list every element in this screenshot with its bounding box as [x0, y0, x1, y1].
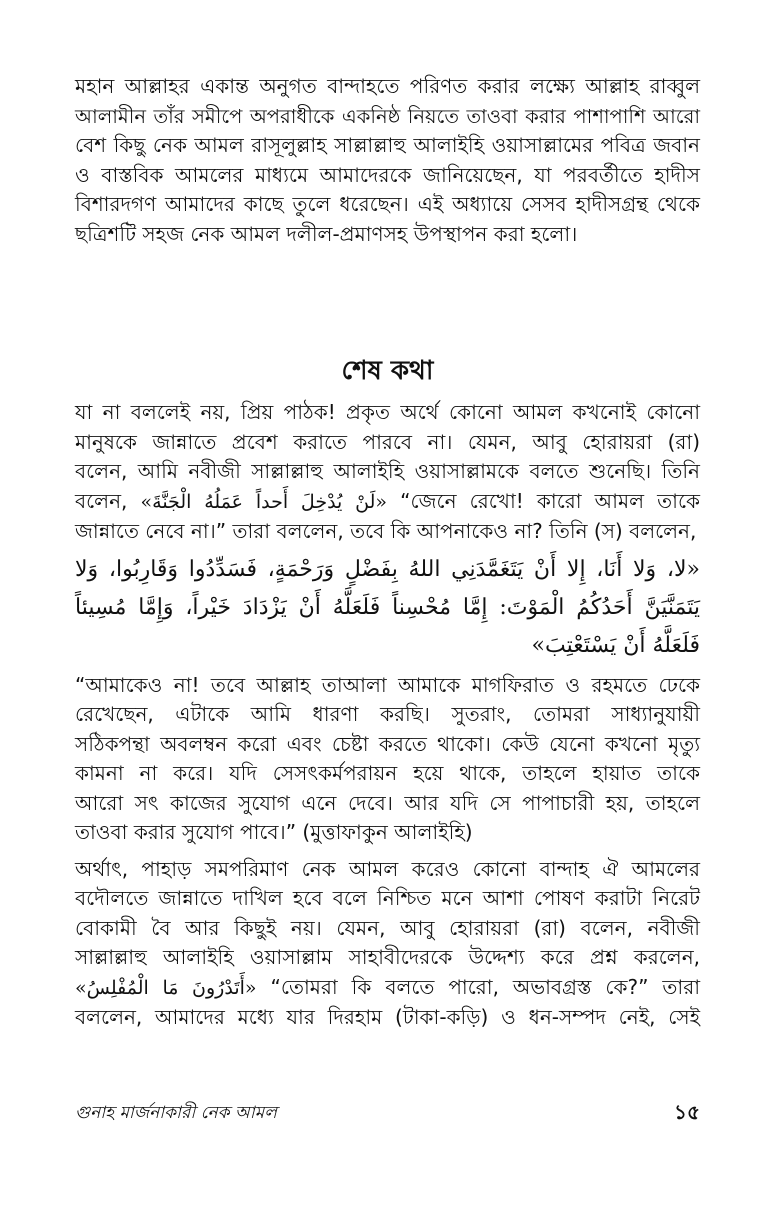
text-line-with-arabic — [75, 973, 700, 1004]
text-line: অর্থাৎ, পাহাড় সমপরিমাণ নেক আমল করেও কোনো বান্দাহ ঐ আমলের — [75, 856, 700, 881]
paragraph-3 — [75, 855, 700, 1033]
text-line: সঠিকপন্থা অবলম্বন করো এবং চেষ্টা করতে থাকো। কেউ যেনো কখনো মৃত্যু — [75, 731, 700, 756]
arabic-hadith-inline: «لَنْ يُدْخِلَ أَحداً عَمَلُهُ الْجَنَّةَ» — [140, 490, 388, 513]
paragraph-1 — [75, 398, 700, 547]
text-line: আরো সৎ কাজের সুযোগ এনে দেবে। আর যদি সে পাপাচারী হয়, তাহলে — [75, 790, 700, 815]
text-line: আলামীন তাঁর সমীপে অপরাধীকে একনিষ্ঠ নিয়তে তাওবা করার পাশাপাশি আরো — [75, 104, 700, 128]
text-line: তাওবা করার সুযোগ পাবে।” (মুত্তাফাকুন আলাইহি) — [75, 820, 473, 844]
text-line: রেখেছেন, এটাকে আমি ধারণা করছি। সুতরাং, তোমরা সাধ্যানুযায়ী — [75, 702, 700, 726]
text-line: মানুষকে জান্নাতে প্রবেশ করাতে পারবে না। যেমন, আবু হোরায়রা (রা) — [75, 429, 700, 454]
text-fragment: বলেন, — [75, 488, 128, 513]
text-line: মহান আল্লাহর একান্ত অনুগত বান্দাহতে পরিণত করার লক্ষ্যে আল্লাহ রাব্বুল — [75, 74, 700, 98]
arabic-line: يَتَمَنَّيَنَّ أَحَدُكُمُ الْمَوْتَ: إِمَّا مُحْسِناً فَلَعَلَّهُ أَنْ يَزْدَادَ خَيْراً، وَإِمَّا مُسِيئاً — [75, 594, 700, 620]
text-line: বেশ কিছু নেক আমল রাসূলুল্লাহ সাল্লাল্লাহু আলাইহি ওয়াসাল্লামের পবিত্র জবান — [75, 133, 700, 157]
text-line: সাল্লাল্লাহু আলাইহি ওয়াসাল্লাম সাহাবীদেরকে উদ্দেশ্য করে প্রশ্ন করলেন, — [75, 945, 700, 969]
section-heading: শেষ কথা — [341, 356, 434, 386]
text-line: বিশারদগণ আমাদের কাছে তুলে ধরেছেন। এই অধ্যায়ে সেসব হাদীসগ্রন্থ থেকে — [75, 192, 700, 216]
text-line: ছত্রিশটি সহজ নেক আমল দলীল-প্রমাণসহ উপস্থাপন করা হলো। — [75, 221, 578, 246]
text-line: বললেন, আমাদের মধ্যে যার দিরহাম (টাকা-কড়ি) ও ধন-সম্পদ নেই, সেই — [75, 1005, 700, 1029]
text-line: যা না বললেই নয়, প্রিয় পাঠক! প্রকৃত অর্থে কোনো আমল কখনোই কোনো — [75, 400, 700, 424]
text-line: জান্নাতে নেবে না।” তারা বললেন, তবে কি আপনাকেও না? তিনি (স) বললেন, — [75, 519, 697, 543]
text-fragment: “জেনে রেখো! কারো আমল তাকে — [400, 488, 700, 513]
main-body — [75, 398, 700, 1033]
text-line: “আমাকেও না! তবে আল্লাহ তাআলা আমাকে মাগফিরাত ও রহমতে ঢেকে — [75, 672, 700, 697]
paragraph-2 — [75, 671, 700, 848]
arabic-hadith-inline: «أَتَدْرُونَ مَا الْمُفْلِسُ» — [75, 976, 257, 999]
page-footer — [75, 1100, 700, 1130]
page-number: ১৫ — [674, 1100, 700, 1124]
intro-paragraph — [75, 72, 700, 249]
text-line: ও বাস্তবিক আমলের মাধ্যমে আমাদেরকে জানিয়েছেন, যা পরবর্তীতে হাদীস — [75, 162, 700, 187]
text-line-with-arabic — [75, 487, 700, 518]
text-line: বদৌলতে জান্নাতে দাখিল হবে বলে নিশ্চিত মনে আশা পোষণ করাটা নিরেট — [75, 886, 700, 910]
arabic-line: فَلَعَلَّهُ أَنْ يَسْتَعْتِبَ» — [531, 632, 700, 658]
arabic-line: «لا، وَلا أَنَا، إِلا أَنْ يَتَغَمَّدَنِي اللهُ بِفَضْلٍ وَرَحْمَةٍ، فَسَدِّدُوا وَقَارِبُوا، وَلا — [75, 556, 700, 582]
text-line: কামনা না করে। যদি সেসৎকর্মপরায়ন হয়ে থাকে, তাহলে হায়াত তাকে — [75, 761, 700, 785]
text-line: বোকামী বৈ আর কিছুই নয়। যেমন, আবু হোরায়রা (রা) বলেন, নবীজী — [75, 915, 700, 940]
text-fragment: “তোমরা কি বলতে পারো, অভাবগ্রস্ত কে?” তারা — [270, 974, 701, 999]
running-footer-title: গুনাহ মার্জনাকারী নেক আমল — [75, 1103, 277, 1123]
arabic-hadith-quote — [75, 551, 700, 665]
text-line: বলেন, আমি নবীজী সাল্লাল্লাহু আলাইহি ওয়াসাল্লামকে বলতে শুনেছি। তিনি — [75, 459, 700, 483]
page-content — [75, 72, 701, 1029]
